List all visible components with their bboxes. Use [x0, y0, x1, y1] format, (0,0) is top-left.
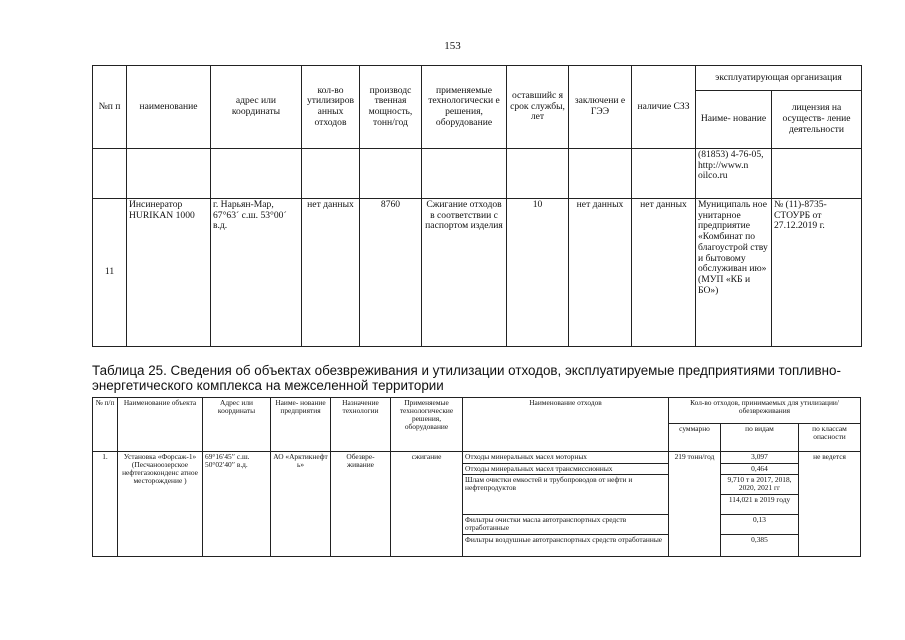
waste-item: Отходы минеральных масел моторных: [463, 452, 669, 464]
waste-amount: 0,464: [721, 464, 799, 475]
header-tech: применяемые технологически е решения, оборудование: [422, 66, 507, 149]
row-address: г. Нарьян-Мар, 67°63´ с.ш. 53°00´ в.д.: [211, 199, 302, 347]
t2-header-by-type: по видам: [721, 424, 799, 452]
t2-header-waste: Наименование отходов: [463, 398, 669, 452]
header-num: №п п: [93, 66, 127, 149]
header-service-life: оставшийс я срок службы, лет: [507, 66, 569, 149]
header-org-name: Наиме- нование: [696, 91, 772, 149]
t2-header-name: Наименование объекта: [118, 398, 203, 452]
t2-row-by-class: не ведется: [799, 452, 861, 557]
header-gee: заключени е ГЭЭ: [569, 66, 632, 149]
contact-cell: (81853) 4-76-05, http://www.n oilco.ru: [696, 149, 772, 199]
row-service-life: 10: [507, 199, 569, 347]
header-count: кол-во утилизиров анных отходов: [302, 66, 360, 149]
header-org-license: лицензия на осуществ- ление деятельности: [772, 91, 862, 149]
row-capacity: 8760: [360, 199, 422, 347]
t2-row-purpose: Обезвре- живание: [331, 452, 391, 557]
t2-row-tech: сжигание: [391, 452, 463, 557]
row-szz: нет данных: [632, 199, 696, 347]
t2-header-tech: Применяемые технологические решения, оборудование: [391, 398, 463, 452]
row-name: Инсинератор HURIKAN 1000: [127, 199, 211, 347]
row-org-name: Муниципаль ное унитарное предприятие «Комбинат по благоустрой ству и бытовому обслуживан ию» (МУП «КБ и БО»): [696, 199, 772, 347]
t2-row-company: АО «Арктикнефт ь»: [271, 452, 331, 557]
t2-row-name: Установка «Форсаж-1» (Песчаноозерское нефтегазоконденс атное месторождение ): [118, 452, 203, 557]
t2-row-address: 69°16′45′′ с.ш. 50°02′40′′ в.д.: [203, 452, 271, 557]
waste-amount: 3,097: [721, 452, 799, 464]
waste-item: Фильтры очистки масла автотранспортных средств отработанные: [463, 515, 669, 535]
t2-header-company: Наиме- нование предприятия: [271, 398, 331, 452]
t2-header-by-class: по классам опасности: [799, 424, 861, 452]
page-number: 153: [444, 40, 461, 52]
table-caption: Таблица 25. Сведения об объектах обезвреживания и утилизации отходов, эксплуатируемые предприятиями топливно-энергетического комплекса на межселенной территории: [92, 363, 841, 393]
row-gee: нет данных: [569, 199, 632, 347]
t2-row-total: 219 тонн/год: [669, 452, 721, 557]
waste-item: Отходы минеральных масел трансмиссионных: [463, 464, 669, 475]
waste-item: Фильтры воздушные автотранспортных средств отработанные: [463, 535, 669, 557]
waste-amount: 0,13: [721, 515, 799, 535]
t2-header-total: суммарно: [669, 424, 721, 452]
waste-item: Шлам очистки емкостей и трубопроводов от нефти и нефтепродуктов: [463, 475, 669, 515]
row-num: 11: [93, 199, 127, 347]
t2-row-num: 1.: [93, 452, 118, 557]
waste-amount: 9,710 т в 2017, 2018, 2020, 2021 гг: [721, 475, 799, 495]
header-name: наименование: [127, 66, 211, 149]
t2-header-address: Адрес или координаты: [203, 398, 271, 452]
header-address: адрес или координаты: [211, 66, 302, 149]
header-capacity: производс твенная мощность, тонн/год: [360, 66, 422, 149]
header-szz: наличие СЗЗ: [632, 66, 696, 149]
waste-amount-2: 114,021 в 2019 году: [721, 495, 799, 515]
t2-header-purpose: Назначение технологии: [331, 398, 391, 452]
row-count: нет данных: [302, 199, 360, 347]
header-org-group: эксплуатирующая организация: [696, 66, 862, 91]
t2-header-num: № п/п: [93, 398, 118, 452]
row-tech: Сжигание отходов в соответствии с паспортом изделия: [422, 199, 507, 347]
disposal-table: [92, 397, 861, 557]
waste-amount: 0,385: [721, 535, 799, 557]
row-org-license: № (11)-8735-СТОУРБ от 27.12.2019 г.: [772, 199, 862, 347]
t2-header-count-group: Кол-во отходов, принимаемых для утилизации/обезвреживания: [669, 398, 861, 424]
facilities-table: [92, 65, 862, 347]
